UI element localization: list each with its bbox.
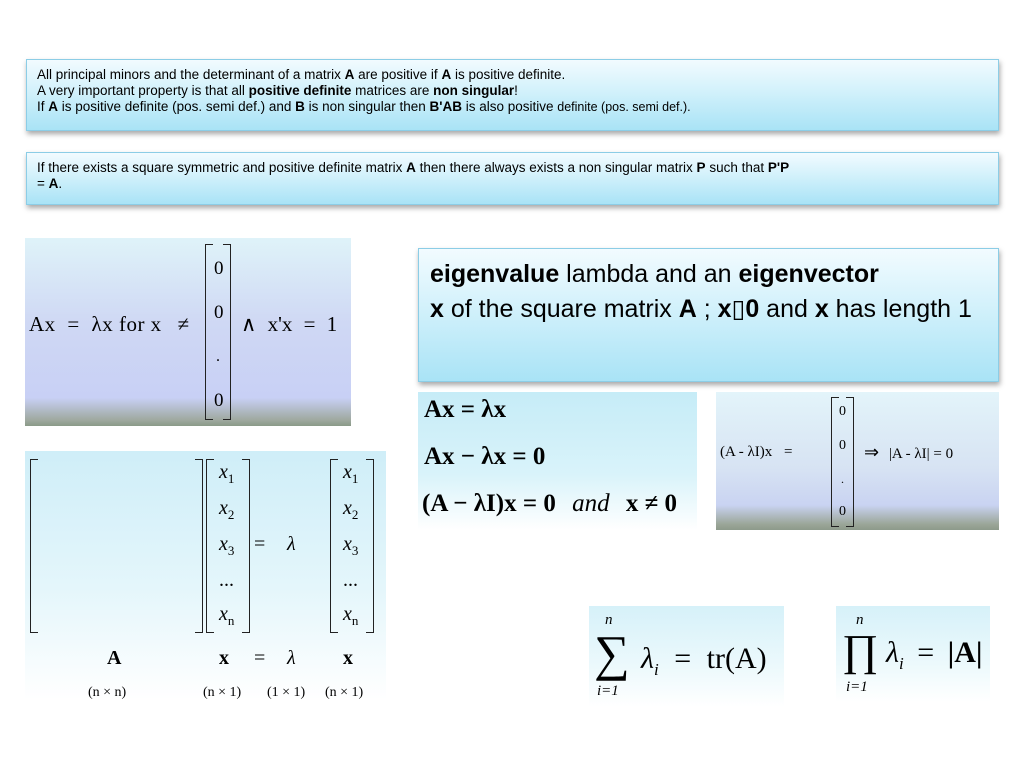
property-callout <box>26 59 999 131</box>
derivation-line-1: Ax = λx <box>424 396 507 423</box>
vector-x2-right-bracket <box>366 459 374 633</box>
zero-vector-entry: 0 <box>214 258 224 279</box>
determinant-identity-panel <box>836 606 990 702</box>
derivation-line-3: (A − λI)x = 0 and x ≠ 0 <box>422 490 678 517</box>
callout-line-2: A very important property is that all positive definite matrices are non singular! <box>37 83 518 98</box>
zero-vector-entry: 0 <box>214 390 224 411</box>
vector-x2-entry: $x_2$ <box>343 497 359 522</box>
trace-identity-panel <box>589 606 784 707</box>
sum-upper-limit: n <box>605 612 613 628</box>
missing-glyph-icon: ▯ <box>731 295 746 323</box>
characteristic-derivation-panel <box>418 392 697 530</box>
vector-x2-entry: $x_n$ <box>343 603 359 628</box>
vector-x2-entry: $x_1$ <box>343 461 359 486</box>
dimension-label: (n × 1) <box>325 685 364 700</box>
equals-sign: = <box>254 647 266 669</box>
matrix-equation-panel <box>25 451 386 700</box>
zero-vector-right-bracket <box>223 244 231 420</box>
dimension-label: (n × 1) <box>203 685 242 700</box>
dimension-label: (n × n) <box>88 685 127 700</box>
vector-x-left-bracket <box>206 459 214 633</box>
vector-x-entry: $x_1$ <box>219 461 235 486</box>
vector-x-right-bracket <box>242 459 250 633</box>
zero-vector-left-bracket <box>205 244 213 420</box>
callout-line-1: All principal minors and the determinant of a matrix A are positive if A is positive definite. <box>37 67 566 82</box>
vector-label-x2: x <box>343 647 353 669</box>
zero-vector-right-bracket <box>846 397 854 527</box>
callout-line-3: If A is positive definite (pos. semi def.) and B is non singular then B'AB is also positive definite (pos. semi def.). <box>37 99 691 114</box>
sum-term: $\lambda_i = tr(A)$ <box>641 642 767 679</box>
zero-vector-left-bracket <box>831 397 839 527</box>
derivation-line-2: Ax − λx = 0 <box>424 443 546 470</box>
product-term: $\lambda_i = |A|$ <box>886 636 983 673</box>
vector-x-entry: $x_n$ <box>219 603 235 628</box>
lambda-symbol: λ <box>287 533 296 555</box>
product-icon: ∏ <box>842 626 879 675</box>
existence-callout: If there exists a square symmetric and positive definite matrix A then there always exists a non singular matrix P such that P'P = A. <box>26 152 999 205</box>
vector-x-entry: $x_3$ <box>219 533 235 558</box>
matrix-a-right-bracket <box>195 459 203 633</box>
determinant-condition-panel <box>716 392 999 530</box>
summation-icon: ∑ <box>594 625 630 681</box>
determinant-rhs: ⇒ |A - λI| = 0 <box>864 442 954 462</box>
lambda-symbol: λ <box>287 647 296 669</box>
sum-lower-limit: i=1 <box>597 683 619 699</box>
eigen-definition-callout: eigenvalue lambda and an eigenvector x of the square matrix A ; x▯0 and x has length 1 <box>418 248 999 382</box>
zero-vector-entry: 0 <box>839 504 846 519</box>
eigen-equation-panel <box>25 238 351 426</box>
vector-x-entry: $x_2$ <box>219 497 235 522</box>
zero-vector-entry: 0 <box>214 302 224 323</box>
zero-vector-entry: . <box>216 348 220 365</box>
matrix-label-a: A <box>107 647 122 669</box>
zero-vector-entry: 0 <box>839 438 846 453</box>
vector-x-entry: ... <box>219 569 234 591</box>
vector-x2-left-bracket <box>330 459 338 633</box>
vector-label-x: x <box>219 647 229 669</box>
product-upper-limit: n <box>856 612 864 628</box>
dimension-label: (1 × 1) <box>267 685 306 700</box>
norm-condition: ∧ x'x = 1 <box>241 312 338 336</box>
product-lower-limit: i=1 <box>846 679 868 695</box>
vector-x2-entry: $x_3$ <box>343 533 359 558</box>
zero-vector-entry: 0 <box>839 404 846 419</box>
equals-sign: = <box>254 533 266 555</box>
vector-x2-entry: ... <box>343 569 358 591</box>
equation-lhs: Ax = λx for x ≠ <box>29 312 190 336</box>
matrix-a-left-bracket <box>30 459 38 633</box>
determinant-lhs: (A - λI)x = <box>720 444 793 460</box>
zero-vector-entry: . <box>841 472 844 486</box>
